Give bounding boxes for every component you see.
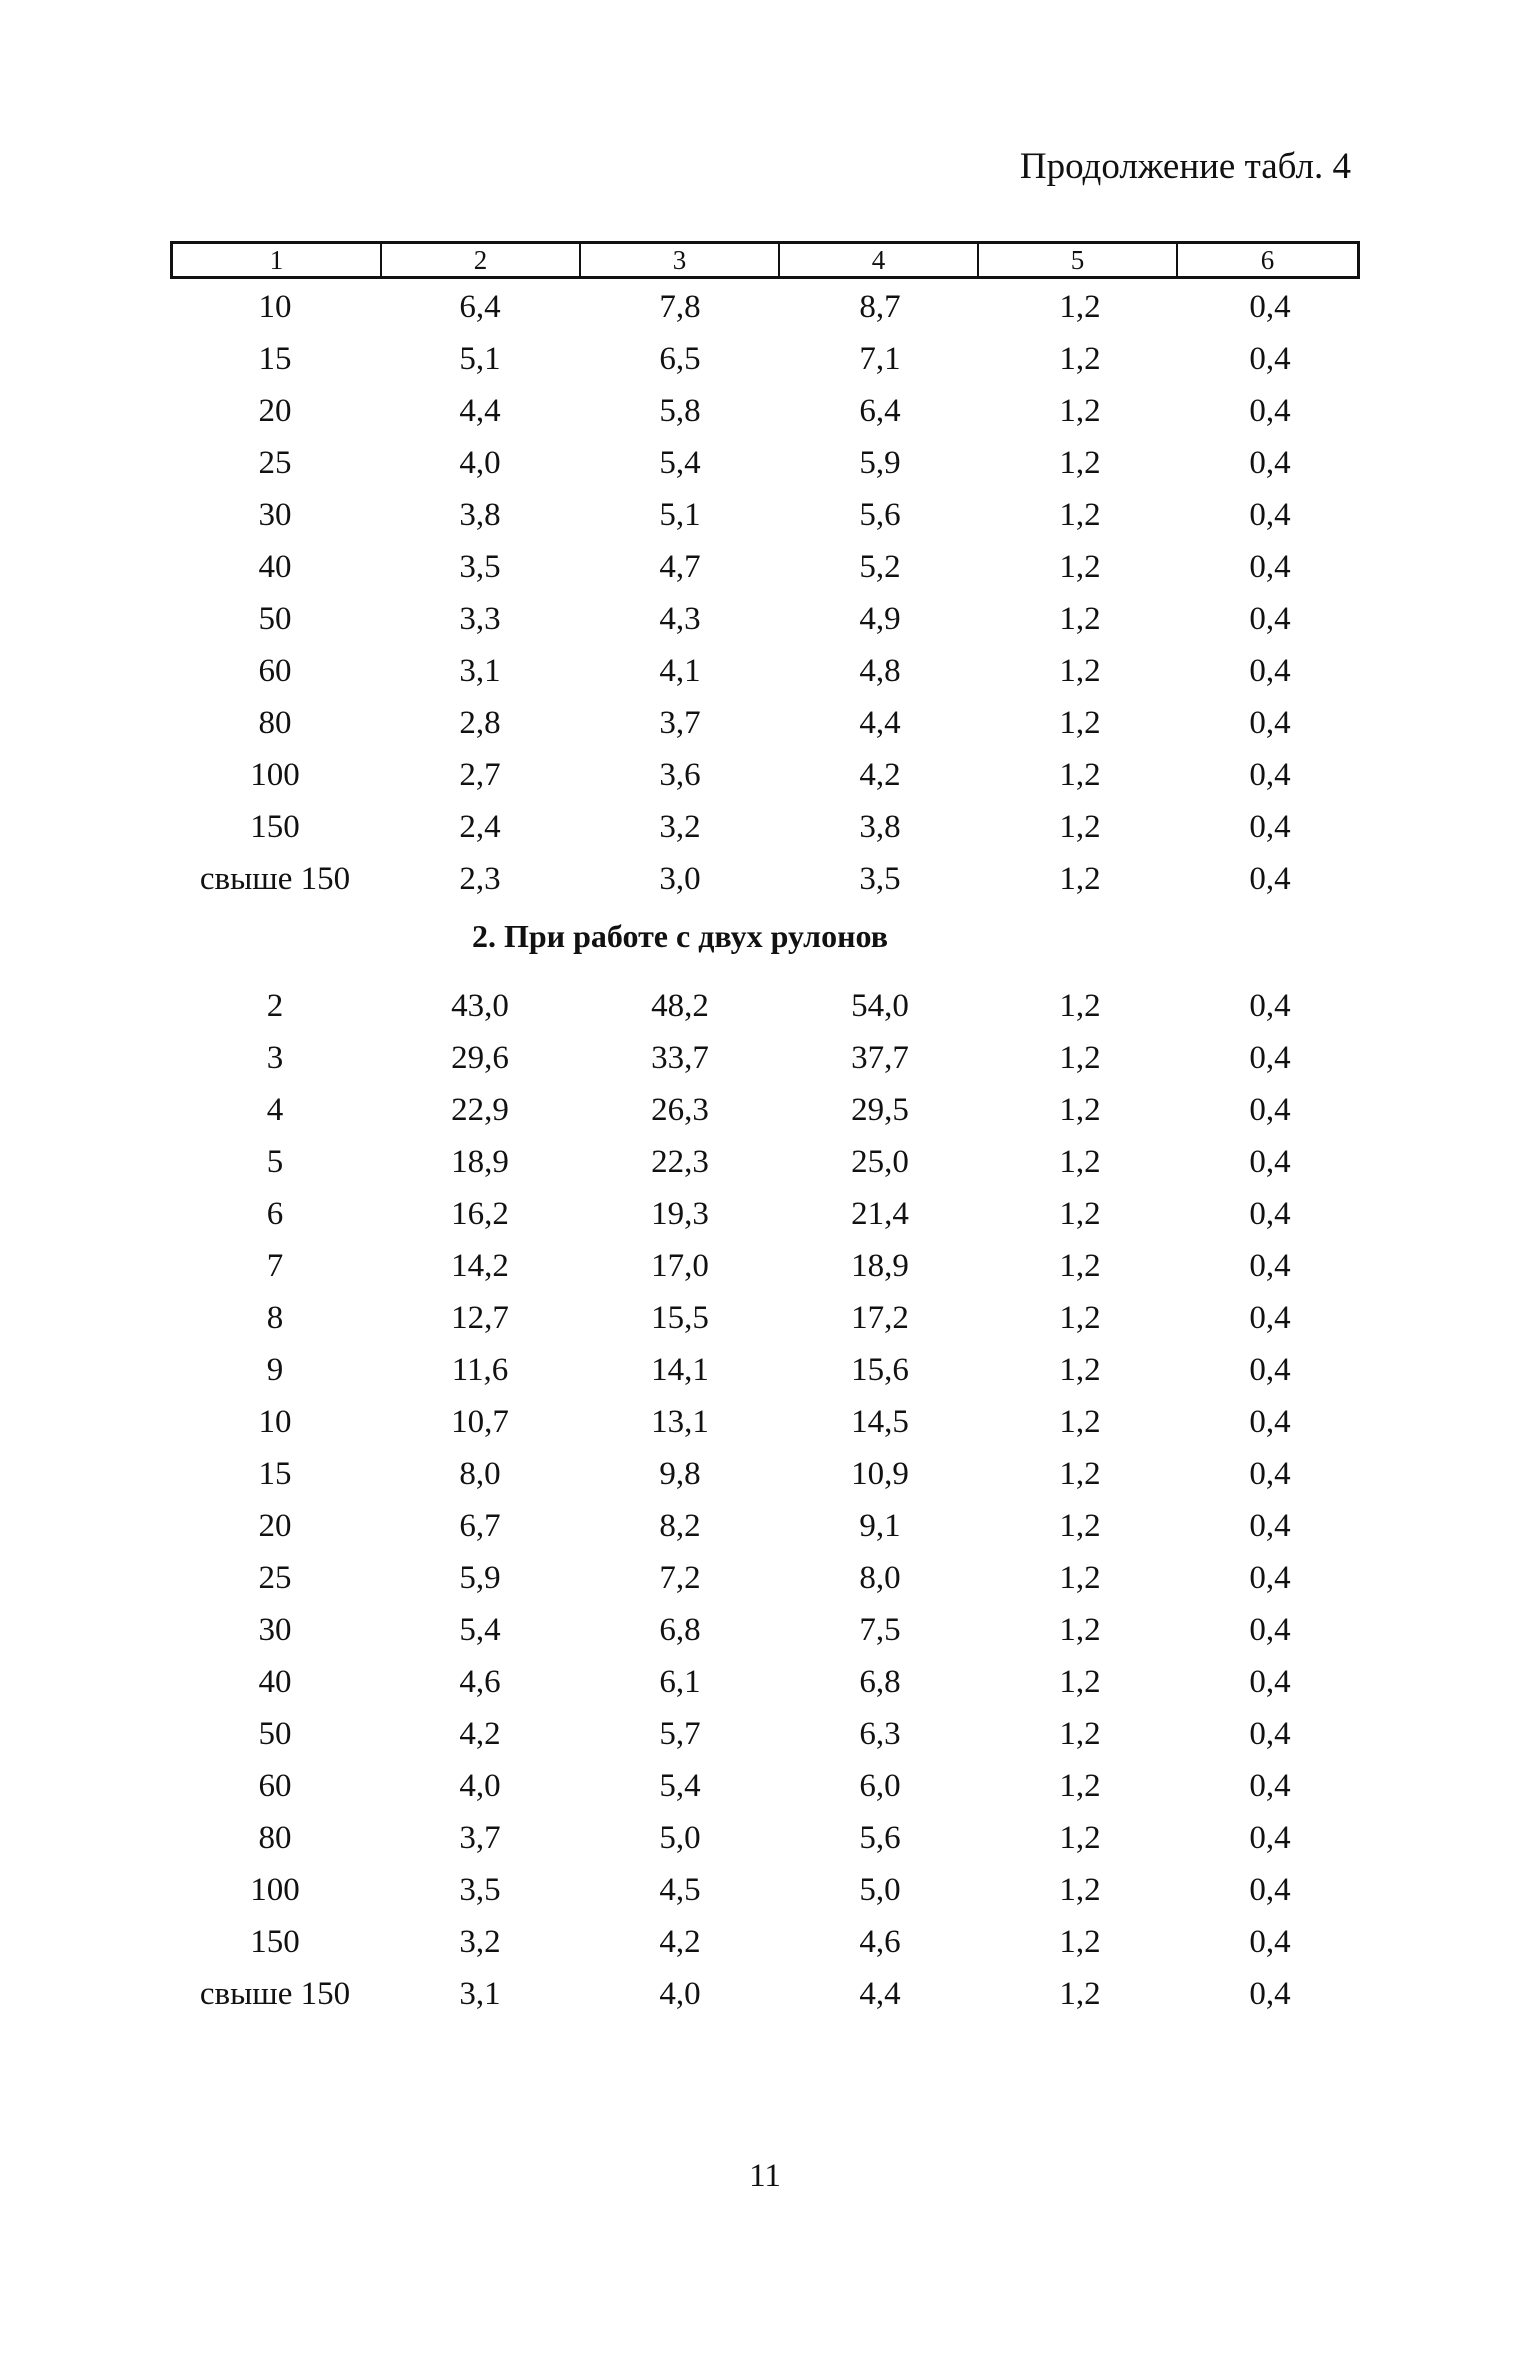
table-cell: 0,4 [1249, 653, 1291, 689]
table-row [0, 1812, 1536, 1864]
table-cell: 3,8 [459, 497, 501, 533]
table-cell: 4,2 [859, 757, 901, 793]
table-cell: 4,0 [659, 1976, 701, 2012]
table-cell: 80 [258, 705, 292, 741]
table-row [0, 980, 1536, 1032]
table-cell: 20 [258, 1508, 292, 1544]
table-cell: 5,0 [859, 1872, 901, 1908]
table-cell: 4,0 [459, 445, 501, 481]
table-cell: 1,2 [1059, 1664, 1101, 1700]
table-cell: 14,1 [651, 1352, 709, 1388]
table-cell: 1,2 [1059, 988, 1101, 1024]
table-cell: 16,2 [451, 1196, 509, 1232]
table-row [0, 1240, 1536, 1292]
table-cell: 17,0 [651, 1248, 709, 1284]
column-header-5: 5 [979, 244, 1178, 276]
table-row [0, 749, 1536, 801]
table-cell: 0,4 [1249, 988, 1291, 1024]
table-cell: 0,4 [1249, 1716, 1291, 1752]
table-cell: 12,7 [451, 1300, 509, 1336]
column-header-3: 3 [581, 244, 780, 276]
table-cell: 0,4 [1249, 705, 1291, 741]
table-cell: 4,6 [459, 1664, 501, 1700]
table-cell: 6,8 [659, 1612, 701, 1648]
table-cell: 0,4 [1249, 393, 1291, 429]
table-cell: 6,1 [659, 1664, 701, 1700]
table-cell: 0,4 [1249, 1092, 1291, 1128]
table-cell: 6,0 [859, 1768, 901, 1804]
table-cell: 10 [258, 289, 292, 325]
table-cell: 0,4 [1249, 497, 1291, 533]
table-cell: 54,0 [851, 988, 909, 1024]
table-row [0, 1188, 1536, 1240]
table-cell: 9,8 [659, 1456, 701, 1492]
table-row [0, 1916, 1536, 1968]
table-cell: 1,2 [1059, 445, 1101, 481]
table-cell: 1,2 [1059, 1716, 1101, 1752]
table-row [0, 1604, 1536, 1656]
table-cell: 4,1 [659, 653, 701, 689]
table-cell: 9 [266, 1352, 284, 1388]
table-cell: 0,4 [1249, 1352, 1291, 1388]
table-cell: 10,7 [451, 1404, 509, 1440]
table-cell: 0,4 [1249, 1144, 1291, 1180]
page-number: 11 [749, 2158, 781, 2194]
table-cell: 8,0 [859, 1560, 901, 1596]
table-cell: 1,2 [1059, 1820, 1101, 1856]
table-cell: 11,6 [451, 1352, 509, 1388]
table-cell: 5,6 [859, 497, 901, 533]
table-cell: 7 [266, 1248, 284, 1284]
table-cell: 0,4 [1249, 1768, 1291, 1804]
table-cell: 3,5 [859, 861, 901, 897]
table-cell: 1,2 [1059, 1352, 1101, 1388]
table-cell: 0,4 [1249, 1664, 1291, 1700]
table-cell: 1,2 [1059, 757, 1101, 793]
table-cell: 3,3 [459, 601, 501, 637]
table-cell: 25,0 [851, 1144, 909, 1180]
table-cell: 6,4 [859, 393, 901, 429]
table-cell: 4,5 [659, 1872, 701, 1908]
table-row [0, 801, 1536, 853]
table-row [0, 1708, 1536, 1760]
table-cell: 0,4 [1249, 1040, 1291, 1076]
table-cell: 0,4 [1249, 601, 1291, 637]
table-cell: 1,2 [1059, 1144, 1101, 1180]
table-cell: 150 [250, 809, 300, 845]
table-cell: 13,1 [651, 1404, 709, 1440]
table-cell: 5,7 [659, 1716, 701, 1752]
table-cell: 1,2 [1059, 1456, 1101, 1492]
table-cell: 2 [266, 988, 284, 1024]
table-cell: 3,7 [659, 705, 701, 741]
table-cell: 4,6 [859, 1924, 901, 1960]
table-cell: 0,4 [1249, 445, 1291, 481]
table-row [0, 697, 1536, 749]
table-cell: 0,4 [1249, 861, 1291, 897]
table-row [0, 1084, 1536, 1136]
table-cell: 40 [258, 549, 292, 585]
table-row [0, 1448, 1536, 1500]
table-cell: 2,3 [459, 861, 501, 897]
table-row [0, 1500, 1536, 1552]
table-cell: 1,2 [1059, 341, 1101, 377]
table-cell: 5,0 [659, 1820, 701, 1856]
table-cell: 1,2 [1059, 1248, 1101, 1284]
table-cell: 1,2 [1059, 1560, 1101, 1596]
table-cell: 4,2 [459, 1716, 501, 1752]
table-cell: свыше 150 [199, 1976, 351, 2012]
table-cell: 5,4 [459, 1612, 501, 1648]
table-cell: 7,8 [659, 289, 701, 325]
table-cell: 6,4 [459, 289, 501, 325]
table-cell: 5,9 [859, 445, 901, 481]
table-cell: 3,1 [459, 653, 501, 689]
table-cell: 1,2 [1059, 1612, 1101, 1648]
table-cell: 0,4 [1249, 1612, 1291, 1648]
table-row [0, 281, 1536, 333]
table-cell: 1,2 [1059, 1976, 1101, 2012]
table-cell: 50 [258, 1716, 292, 1752]
table-cell: 4,9 [859, 601, 901, 637]
table-row [0, 1760, 1536, 1812]
table-cell: 3,5 [459, 549, 501, 585]
table-cell: 1,2 [1059, 393, 1101, 429]
table-cell: 0,4 [1249, 341, 1291, 377]
table-row [0, 1968, 1536, 2020]
table-cell: 9,1 [859, 1508, 901, 1544]
table-cell: 15 [258, 341, 292, 377]
table-cell: 29,6 [451, 1040, 509, 1076]
table-cell: 1,2 [1059, 601, 1101, 637]
table-cell: 15,6 [851, 1352, 909, 1388]
table-cell: 3,1 [459, 1976, 501, 2012]
table-cell: 7,5 [859, 1612, 901, 1648]
table-cell: 37,7 [851, 1040, 909, 1076]
table-cell: 3,6 [659, 757, 701, 793]
table-cell: свыше 150 [199, 861, 351, 897]
table-cell: 10,9 [851, 1456, 909, 1492]
table-cell: 14,5 [851, 1404, 909, 1440]
table-cell: 0,4 [1249, 809, 1291, 845]
table-cell: 1,2 [1059, 289, 1101, 325]
table-cell: 0,4 [1249, 1196, 1291, 1232]
table-cell: 1,2 [1059, 1924, 1101, 1960]
table-cell: 4,7 [659, 549, 701, 585]
table-cell: 1,2 [1059, 809, 1101, 845]
table-cell: 4,2 [659, 1924, 701, 1960]
table-cell: 5,1 [459, 341, 501, 377]
table-row [0, 385, 1536, 437]
table-cell: 6,7 [459, 1508, 501, 1544]
table-cell: 40 [258, 1664, 292, 1700]
table-cell: 1,2 [1059, 653, 1101, 689]
table-cell: 5,4 [659, 445, 701, 481]
table-cell: 4,8 [859, 653, 901, 689]
table-cell: 60 [258, 653, 292, 689]
table-cell: 25 [258, 1560, 292, 1596]
table-row [0, 1344, 1536, 1396]
table-cell: 33,7 [651, 1040, 709, 1076]
table-cell: 0,4 [1249, 1924, 1291, 1960]
table-cell: 21,4 [851, 1196, 909, 1232]
table-cell: 0,4 [1249, 1248, 1291, 1284]
table-cell: 0,4 [1249, 549, 1291, 585]
table-cell: 60 [258, 1768, 292, 1804]
table-cell: 8,0 [459, 1456, 501, 1492]
table-cell: 150 [250, 1924, 300, 1960]
table-row [0, 853, 1536, 905]
table-cell: 14,2 [451, 1248, 509, 1284]
table-cell: 1,2 [1059, 1404, 1101, 1440]
column-header-1: 1 [173, 244, 382, 276]
table-cell: 1,2 [1059, 705, 1101, 741]
table-cell: 1,2 [1059, 861, 1101, 897]
table-cell: 4,3 [659, 601, 701, 637]
table-cell: 4,4 [859, 1976, 901, 2012]
table-cell: 30 [258, 1612, 292, 1648]
table-cell: 5,9 [459, 1560, 501, 1596]
column-header-2: 2 [382, 244, 581, 276]
table-cell: 4 [266, 1092, 284, 1128]
table-row [0, 1136, 1536, 1188]
table-cell: 15,5 [651, 1300, 709, 1336]
column-header-4: 4 [780, 244, 979, 276]
table-row [0, 541, 1536, 593]
table-cell: 8 [266, 1300, 284, 1336]
table-cell: 3,8 [859, 809, 901, 845]
table-cell: 3,2 [459, 1924, 501, 1960]
table-cell: 48,2 [651, 988, 709, 1024]
table-cell: 7,1 [859, 341, 901, 377]
column-header-6: 6 [1260, 244, 1275, 275]
table-cell: 18,9 [451, 1144, 509, 1180]
table-cell: 1,2 [1059, 497, 1101, 533]
table-header [170, 241, 1360, 279]
table-cell: 5,2 [859, 549, 901, 585]
table-cell: 0,4 [1249, 1404, 1291, 1440]
table-cell: 5,6 [859, 1820, 901, 1856]
table-cell: 4,0 [459, 1768, 501, 1804]
table-cell: 8,7 [859, 289, 901, 325]
table-cell: 5,4 [659, 1768, 701, 1804]
table-cell: 2,7 [459, 757, 501, 793]
table-cell: 25 [258, 445, 292, 481]
table-cell: 5 [266, 1144, 284, 1180]
table-cell: 50 [258, 601, 292, 637]
table-cell: 30 [258, 497, 292, 533]
table-cell: 6,3 [859, 1716, 901, 1752]
table-cell: 3,2 [659, 809, 701, 845]
table-cell: 1,2 [1059, 549, 1101, 585]
table-row [0, 489, 1536, 541]
table-cell: 43,0 [451, 988, 509, 1024]
table-cell: 7,2 [659, 1560, 701, 1596]
table-cell: 1,2 [1059, 1040, 1101, 1076]
table-row [0, 1656, 1536, 1708]
table-cell: 3 [266, 1040, 284, 1076]
table-row [0, 1032, 1536, 1084]
table-cell: 0,4 [1249, 289, 1291, 325]
table-cell: 20 [258, 393, 292, 429]
table-cell: 6,8 [859, 1664, 901, 1700]
table-row [0, 1396, 1536, 1448]
table-cell: 22,9 [451, 1092, 509, 1128]
table-cell: 100 [250, 1872, 300, 1908]
table-cell: 5,1 [659, 497, 701, 533]
table-cell: 4,4 [859, 705, 901, 741]
section-2-title: 2. При работе с двух рулонов [471, 918, 889, 954]
table-row [0, 437, 1536, 489]
table-cell: 0,4 [1249, 1560, 1291, 1596]
table-cell: 6,5 [659, 341, 701, 377]
table-cell: 10 [258, 1404, 292, 1440]
table-cell: 0,4 [1249, 757, 1291, 793]
table-cell: 0,4 [1249, 1300, 1291, 1336]
table-row [0, 1292, 1536, 1344]
table-cell: 6 [266, 1196, 284, 1232]
table-cell: 1,2 [1059, 1092, 1101, 1128]
table-caption: Продолжение табл. 4 [1019, 146, 1351, 187]
table-cell: 0,4 [1249, 1820, 1291, 1856]
table-row [0, 333, 1536, 385]
table-cell: 80 [258, 1820, 292, 1856]
table-cell: 26,3 [651, 1092, 709, 1128]
table-cell: 19,3 [651, 1196, 709, 1232]
table-cell: 3,0 [659, 861, 701, 897]
table-cell: 22,3 [651, 1144, 709, 1180]
table-cell: 1,2 [1059, 1872, 1101, 1908]
table-cell: 0,4 [1249, 1456, 1291, 1492]
table-cell: 18,9 [851, 1248, 909, 1284]
table-cell: 8,2 [659, 1508, 701, 1544]
table-row [0, 1552, 1536, 1604]
table-cell: 1,2 [1059, 1768, 1101, 1804]
table-cell: 4,4 [459, 393, 501, 429]
table-cell: 15 [258, 1456, 292, 1492]
table-cell: 1,2 [1059, 1508, 1101, 1544]
table-row [0, 645, 1536, 697]
table-cell: 1,2 [1059, 1196, 1101, 1232]
table-row [0, 1864, 1536, 1916]
table-cell: 17,2 [851, 1300, 909, 1336]
table-cell: 0,4 [1249, 1508, 1291, 1544]
table-cell: 0,4 [1249, 1976, 1291, 2012]
table-cell: 0,4 [1249, 1872, 1291, 1908]
table-cell: 1,2 [1059, 1300, 1101, 1336]
table-cell: 2,4 [459, 809, 501, 845]
table-cell: 3,5 [459, 1872, 501, 1908]
table-cell: 2,8 [459, 705, 501, 741]
table-cell: 3,7 [459, 1820, 501, 1856]
table-row [0, 593, 1536, 645]
table-cell: 100 [250, 757, 300, 793]
table-cell: 5,8 [659, 393, 701, 429]
table-cell: 29,5 [851, 1092, 909, 1128]
